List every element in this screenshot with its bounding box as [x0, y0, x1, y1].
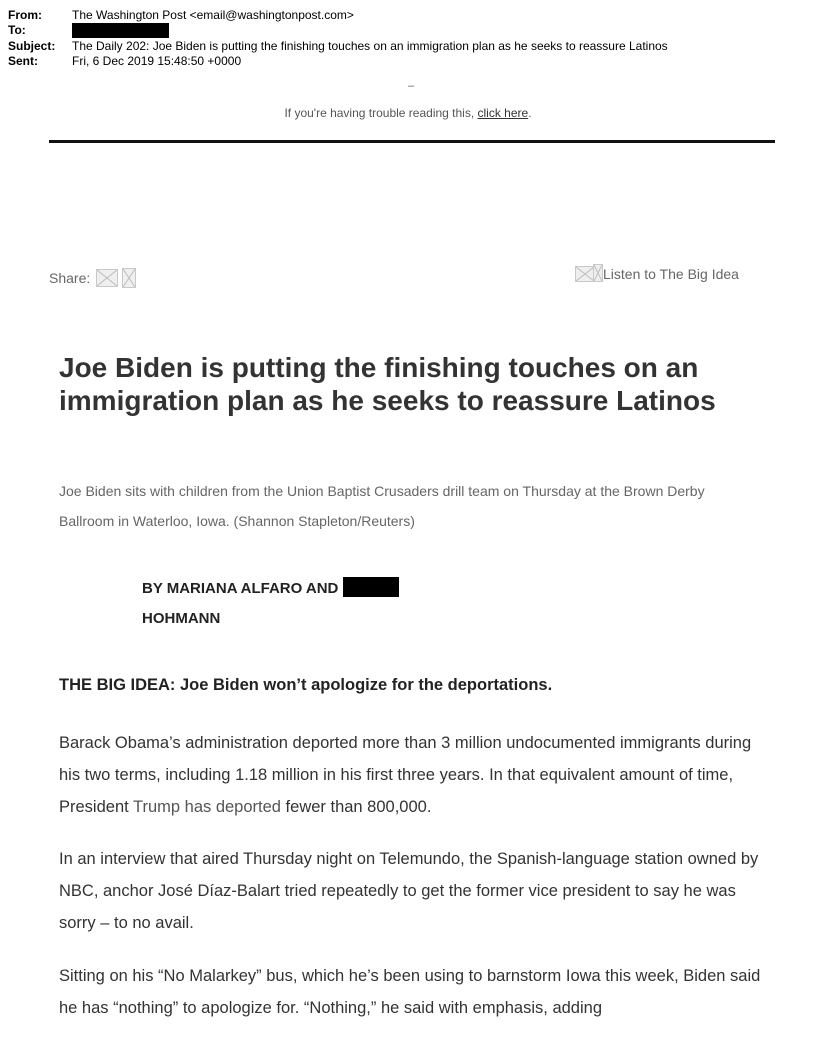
byline-authors: BY MARIANA ALFARO AND: [142, 580, 343, 597]
paragraph-3: Sitting on his “No Malarkey” bus, which he’s been using to barnstorm Iowa this week, Biden said he has “nothing” to apologize for. “Nothing,” he said with emphasis, adding: [59, 967, 761, 1017]
byline-line-1: [142, 574, 399, 604]
paragraph-1-text-a: Barack Obama’s administration deported more than 3 million undocumented immigrants during his two terms, including 1.18 million in his first three years. In that equivalent amount of time, President: [59, 734, 752, 816]
from-label: From:: [8, 8, 42, 22]
trouble-end: .: [528, 106, 532, 120]
photo-caption: Joe Biden sits with children from the Union Baptist Crusaders drill team on Thursday at the Brown Derby Ballroom in Waterloo, Iowa. (Shannon Stapleton/Reuters): [59, 483, 705, 529]
listen-link[interactable]: [575, 264, 739, 282]
redaction-box: [72, 23, 169, 38]
click-here-link[interactable]: click here: [477, 106, 529, 120]
trouble-reading-notice: [0, 106, 816, 120]
from-value: The Washington Post <email@washingtonpost.com>: [72, 8, 354, 22]
to-label: To:: [8, 23, 26, 37]
byline-redaction: [343, 577, 399, 597]
preheader-dash: –: [408, 80, 415, 92]
paragraph-2: In an interview that aired Thursday night on Telemundo, the Spanish-language station owned by NBC, anchor José Díaz-Balart tried repeatedly to get the former vice president to say he was sorry – to no avail.: [59, 850, 759, 932]
byline-line-2: HOHMANN: [142, 610, 221, 627]
sent-label: Sent:: [8, 54, 38, 68]
trouble-text: If you're having trouble reading this,: [284, 106, 478, 120]
paragraph-1-text-b: fewer than 800,000.: [280, 798, 432, 816]
subject-label: Subject:: [8, 39, 56, 53]
share-bar: [49, 268, 136, 288]
paragraph-1: [59, 727, 771, 823]
sent-value: Fri, 6 Dec 2019 15:48:50 +0000: [72, 54, 242, 68]
audio-icon-secondary: [593, 264, 603, 282]
social-icon[interactable]: [122, 268, 136, 288]
audio-icon: [575, 266, 595, 282]
trump-deported-link[interactable]: Trump has deported: [133, 798, 281, 816]
listen-label[interactable]: Listen to The Big Idea: [603, 266, 739, 282]
byline: [142, 574, 399, 634]
subject-value: The Daily 202: Joe Biden is putting the finishing touches on an immigration plan as he seeks to reassure Latinos: [72, 39, 668, 53]
article-headline: Joe Biden is putting the finishing touches on an immigration plan as he seeks to reassure Latinos: [59, 352, 716, 416]
header-divider: [49, 140, 775, 143]
email-icon[interactable]: [96, 269, 118, 287]
share-label: Share:: [49, 270, 91, 286]
big-idea-heading: THE BIG IDEA: Joe Biden won’t apologize for the deportations.: [59, 676, 553, 694]
